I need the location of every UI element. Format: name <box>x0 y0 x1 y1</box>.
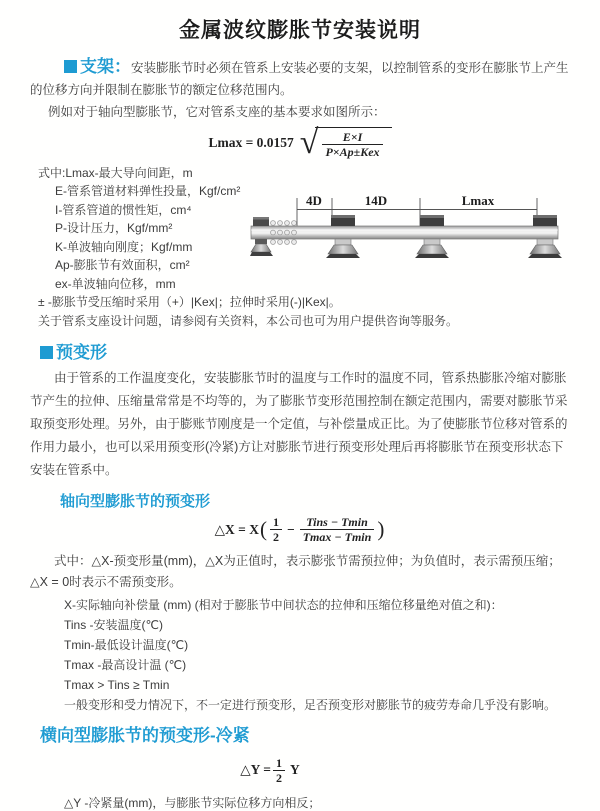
frac-denominator: 2 <box>270 529 282 544</box>
condition-item: Tmin-最低设计温度(℃) <box>64 637 189 652</box>
lateral-subheading: 横向型膨胀节的预变形-冷紧 <box>40 725 250 745</box>
definition-item: P-设计压力，Kgf/mm² <box>55 221 173 236</box>
axial-explanation: 式中：△X-预变形量(mm)，△X为正值时，表示膨张节需预拉伸；为负值时，表示需预压缩；△X = 0时表示不需预变形。 <box>30 553 561 589</box>
support-example-line: 例如对于轴向型膨胀节，它对管系支座的基本要求如图所示： <box>48 105 386 119</box>
frac-numerator: Tins − Tmin <box>306 514 368 529</box>
frac-numerator: 1 <box>273 514 279 529</box>
formula-delta-y <box>0 756 540 786</box>
minus-operator: − <box>287 521 295 537</box>
section-bullet-square <box>40 346 53 359</box>
formula-lmax <box>0 124 600 162</box>
frac-denominator: Tmax − Tmin <box>300 529 375 544</box>
one-half-fraction <box>270 515 282 545</box>
axial-condition-list <box>64 595 600 715</box>
page-title: 金属波纹膨胀节安装说明 <box>179 19 421 42</box>
predeform-section-heading <box>40 338 600 363</box>
support-paragraph <box>30 56 574 101</box>
temperature-fraction <box>300 515 375 545</box>
definition-item: ex-单波轴向位移，mm <box>55 276 176 291</box>
support-section-heading: 支架： <box>80 57 131 76</box>
lateral-note: △Y -冷紧量(mm)，与膨胀节实际位移方向相反； <box>64 796 321 811</box>
condition-item: Tins -安装温度(℃) <box>64 617 164 632</box>
definitions-and-diagram <box>38 164 600 330</box>
one-half-fraction <box>273 756 285 786</box>
definition-item: E-管系管道材料弹性投量，Kgf/cm² <box>55 184 241 199</box>
frac-denominator: 2 <box>273 770 285 785</box>
consulting-note: 关于管系支座设计问题，请参阅有关资料，本公司也可为用户提供咨询等服务。 <box>38 314 459 329</box>
definition-item: K-单波轴向刚度；Kgf/mm <box>55 239 193 254</box>
formula-delta-y-lhs: △Y = <box>240 762 271 778</box>
formula-delta-y-rhs: Y <box>289 762 300 778</box>
formula-lmax-numerator: E×I <box>342 130 363 144</box>
formula-delta-x <box>0 515 600 545</box>
definition-item: I-管系管道的惯性矩，cm⁴ <box>55 202 192 217</box>
dim-label-14d: 14D <box>364 192 388 208</box>
formula-lmax-fraction <box>322 130 382 160</box>
predeform-heading-text: 预变形 <box>56 342 107 362</box>
definition-item: 式中:Lmax-最大导向间距，m <box>38 165 193 180</box>
condition-item: Tmax > Tins ≥ Tmin <box>64 677 170 692</box>
pipe <box>251 226 558 239</box>
right-paren: ) <box>377 517 385 542</box>
condition-item: 一般变形和受力情况下，不一定进行预变形，足否预变形对膨胀节的疲劳寿命几乎没有影响。 <box>64 697 557 712</box>
support-paragraph-text: 安装膨胀节时必须在管系上安装必要的支架，以控制管系的变形在膨胀节上产生的位移方向并限制在膨胀节的额定位移范围内。 <box>30 61 569 97</box>
left-paren: ( <box>260 517 267 542</box>
formula-lmax-denominator: P×Ap±Kex <box>322 144 382 159</box>
frac-numerator: 1 <box>275 755 282 770</box>
dim-label-lmax: Lmax <box>461 192 495 208</box>
axial-subheading: 轴向型膨胀节的预变形 <box>60 492 211 510</box>
sqrt-body <box>315 127 391 160</box>
sqrt-sign: √ <box>299 124 319 162</box>
radical <box>299 124 392 162</box>
dim-label-4d: 4D <box>306 192 322 208</box>
condition-item: Tmax -最高设计温 (℃) <box>64 657 187 672</box>
definition-item: Ap-膨胀节有效面积，cm² <box>55 258 190 273</box>
plus-minus-note: ± -膨胀节受压缩时采用（+）|Kex|；拉伸时采用(-)|Kex|。 <box>38 295 341 310</box>
predeform-paragraph: 由于管系的工作温度变化，安装膨胀节时的温度与工作时的温度不同，管系热膨胀冷缩对膨胀节产生的拉伸、压缩量常常是不均等的，为了膨胀节变形范围控制在额定范围内，需要对膨胀节采取预变形处理。另外，由于膨账节刚度是一个定值，与补偿量成正比。为了使膨胀节位移对管系的作用力最小，也可以采用预变形(冷紧)方让对膨胀节进行预变形处理后再将膨胀节在预变形状态下安装在管系中。 <box>30 370 568 477</box>
condition-item: X-实际轴向补偿量 (mm) (相对于膨胀节中间状态的拉伸和压缩位移量绝对值之和)： <box>64 597 503 612</box>
formula-delta-x-lhs: △X = X <box>214 521 259 537</box>
pipe-support-diagram <box>250 188 598 284</box>
section-bullet-square <box>64 60 77 73</box>
formula-lmax-lhs: Lmax = 0.0157 <box>208 135 294 151</box>
